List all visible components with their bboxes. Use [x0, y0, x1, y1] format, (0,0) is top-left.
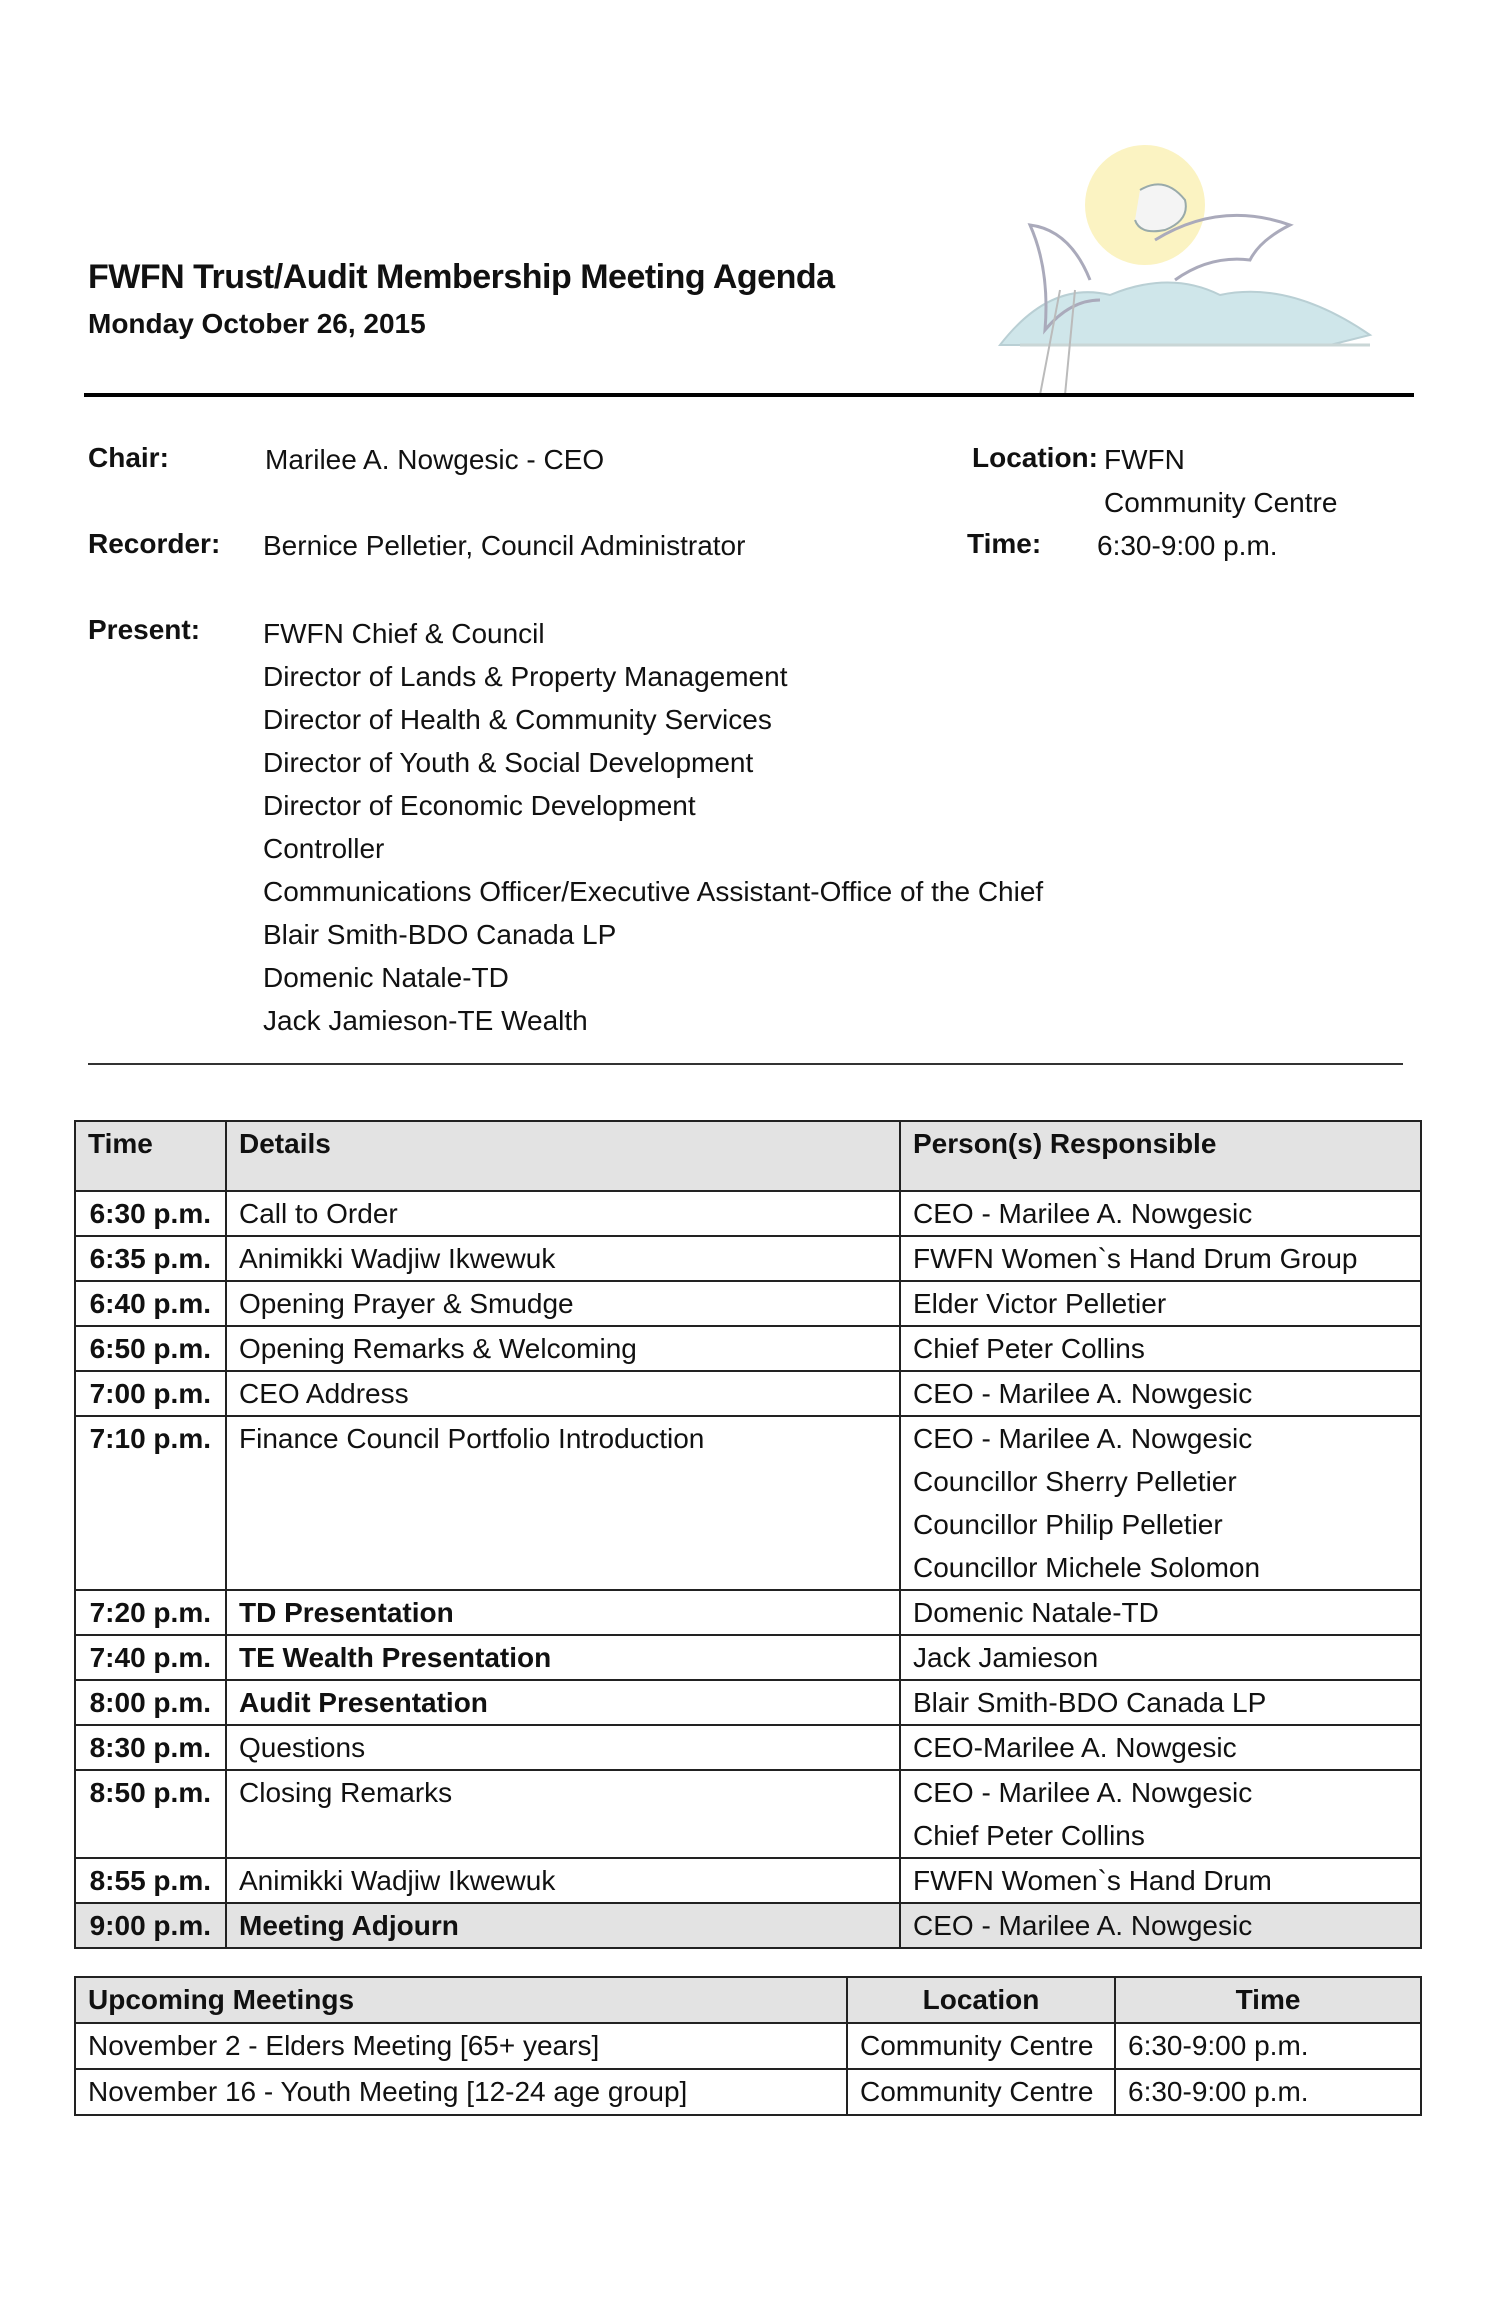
agenda-details: Questions: [226, 1725, 900, 1770]
agenda-responsible: [900, 1590, 1421, 1635]
upcoming-time: 6:30-9:00 p.m.: [1115, 2069, 1421, 2115]
responsible-person: Blair Smith-BDO Canada LP: [913, 1687, 1267, 1718]
location-line1: FWFN: [1104, 444, 1185, 475]
agenda-responsible: [900, 1371, 1421, 1416]
agenda-responsible: [900, 1416, 1421, 1590]
present-item: Blair Smith-BDO Canada LP: [263, 919, 617, 950]
agenda-details: Closing Remarks: [226, 1770, 900, 1858]
responsible-person: CEO - Marilee A. Nowgesic: [913, 1378, 1253, 1409]
agenda-details: TE Wealth Presentation: [226, 1635, 900, 1680]
upcoming-meeting: November 16 - Youth Meeting [12-24 age group]: [75, 2069, 847, 2115]
agenda-details: Finance Council Portfolio Introduction: [226, 1416, 900, 1590]
present-item: Director of Health & Community Services: [263, 704, 772, 735]
col-header-time: Time: [75, 1121, 226, 1191]
agenda-time: 8:50 p.m.: [75, 1770, 226, 1858]
agenda-row: [75, 1236, 1421, 1281]
chair-value: Marilee A. Nowgesic - CEO: [265, 444, 605, 475]
present-label: Present:: [88, 614, 201, 645]
agenda-time: 6:30 p.m.: [75, 1191, 226, 1236]
present-item: Director of Lands & Property Management: [263, 661, 788, 692]
upcoming-row: [75, 2069, 1421, 2115]
recorder-value: Bernice Pelletier, Council Administrator: [263, 530, 746, 561]
responsible-person: FWFN Women`s Hand Drum Group: [913, 1243, 1358, 1274]
responsible-person: Chief Peter Collins: [913, 1333, 1145, 1364]
agenda-details: Opening Remarks & Welcoming: [226, 1326, 900, 1371]
responsible-person: Councillor Michele Solomon: [913, 1552, 1261, 1583]
agenda-row: [75, 1371, 1421, 1416]
present-item: Communications Officer/Executive Assistant-Office of the Chief: [263, 876, 1044, 907]
agenda-time: 8:55 p.m.: [75, 1858, 226, 1903]
agenda-time: 9:00 p.m.: [75, 1903, 226, 1948]
agenda-date: Monday October 26, 2015: [88, 308, 426, 339]
responsible-person: CEO - Marilee A. Nowgesic: [913, 1910, 1253, 1941]
present-item: Domenic Natale-TD: [263, 962, 509, 993]
time-value: 6:30-9:00 p.m.: [1097, 530, 1278, 561]
recorder-label: Recorder:: [88, 528, 221, 559]
upcoming-table: [74, 1976, 1422, 2116]
col-header-meeting: Upcoming Meetings: [75, 1977, 847, 2023]
agenda-time: 7:10 p.m.: [75, 1416, 226, 1590]
agenda-body: [75, 1191, 1421, 1948]
agenda-details: Meeting Adjourn: [226, 1903, 900, 1948]
agenda-details: TD Presentation: [226, 1590, 900, 1635]
agenda-row: [75, 1326, 1421, 1371]
responsible-person: Councillor Philip Pelletier: [913, 1509, 1223, 1540]
agenda-details: Animikki Wadjiw Ikwewuk: [226, 1236, 900, 1281]
present-list: [263, 612, 1043, 1042]
present-item: Director of Youth & Social Development: [263, 747, 754, 778]
agenda-details: Audit Presentation: [226, 1680, 900, 1725]
agenda-responsible: [900, 1770, 1421, 1858]
agenda-row: [75, 1635, 1421, 1680]
responsible-person: CEO - Marilee A. Nowgesic: [913, 1423, 1253, 1454]
agenda-row: [75, 1281, 1421, 1326]
agenda-row: [75, 1725, 1421, 1770]
upcoming-header-row: [75, 1977, 1421, 2023]
eagle-logo: [960, 130, 1390, 400]
upcoming-time: 6:30-9:00 p.m.: [1115, 2023, 1421, 2069]
agenda-title: FWFN Trust/Audit Membership Meeting Agenda: [88, 258, 835, 296]
agenda-time: 7:20 p.m.: [75, 1590, 226, 1635]
upcoming-location: Community Centre: [847, 2023, 1115, 2069]
agenda-details: Call to Order: [226, 1191, 900, 1236]
agenda-time: 7:40 p.m.: [75, 1635, 226, 1680]
header-divider: [84, 393, 1414, 397]
section-separator: [88, 1063, 1403, 1065]
agenda-time: 6:40 p.m.: [75, 1281, 226, 1326]
agenda-responsible: [900, 1191, 1421, 1236]
agenda-row: [75, 1191, 1421, 1236]
agenda-responsible: [900, 1635, 1421, 1680]
col-header-location: Location: [847, 1977, 1115, 2023]
upcoming-row: [75, 2023, 1421, 2069]
responsible-person: CEO-Marilee A. Nowgesic: [913, 1732, 1237, 1763]
col-header-responsible: Person(s) Responsible: [900, 1121, 1421, 1191]
agenda-details: Animikki Wadjiw Ikwewuk: [226, 1858, 900, 1903]
agenda-row: [75, 1903, 1421, 1948]
col-header-details: Details: [226, 1121, 900, 1191]
location-label: Location:: [972, 442, 1098, 473]
agenda-time: 8:30 p.m.: [75, 1725, 226, 1770]
agenda-time: 6:35 p.m.: [75, 1236, 226, 1281]
agenda-responsible: [900, 1236, 1421, 1281]
responsible-person: Domenic Natale-TD: [913, 1597, 1159, 1628]
agenda-time: 6:50 p.m.: [75, 1326, 226, 1371]
agenda-responsible: [900, 1725, 1421, 1770]
agenda-row: [75, 1680, 1421, 1725]
responsible-person: Chief Peter Collins: [913, 1820, 1145, 1851]
agenda-details: Opening Prayer & Smudge: [226, 1281, 900, 1326]
responsible-person: Elder Victor Pelletier: [913, 1288, 1167, 1319]
agenda-time: 8:00 p.m.: [75, 1680, 226, 1725]
agenda-row: [75, 1416, 1421, 1590]
responsible-person: FWFN Women`s Hand Drum: [913, 1865, 1272, 1896]
chair-label: Chair:: [88, 442, 169, 473]
agenda-responsible: [900, 1326, 1421, 1371]
present-item: Controller: [263, 833, 385, 864]
location-line2: Community Centre: [1104, 487, 1338, 518]
upcoming-meeting: November 2 - Elders Meeting [65+ years]: [75, 2023, 847, 2069]
agenda-responsible: [900, 1281, 1421, 1326]
agenda-row: [75, 1858, 1421, 1903]
agenda-row: [75, 1590, 1421, 1635]
agenda-details: CEO Address: [226, 1371, 900, 1416]
responsible-person: Councillor Sherry Pelletier: [913, 1466, 1237, 1497]
agenda-responsible: [900, 1858, 1421, 1903]
agenda-table: [74, 1120, 1422, 1949]
upcoming-location: Community Centre: [847, 2069, 1115, 2115]
responsible-person: Jack Jamieson: [913, 1642, 1099, 1673]
agenda-row: [75, 1770, 1421, 1858]
responsible-person: CEO - Marilee A. Nowgesic: [913, 1198, 1253, 1229]
agenda-responsible: [900, 1903, 1421, 1948]
present-item: Director of Economic Development: [263, 790, 696, 821]
col-header-time: Time: [1115, 1977, 1421, 2023]
time-label: Time:: [967, 528, 1042, 559]
responsible-person: CEO - Marilee A. Nowgesic: [913, 1777, 1253, 1808]
agenda-time: 7:00 p.m.: [75, 1371, 226, 1416]
agenda-responsible: [900, 1680, 1421, 1725]
agenda-header-row: [75, 1121, 1421, 1191]
present-item: Jack Jamieson-TE Wealth: [263, 1005, 588, 1036]
present-item: FWFN Chief & Council: [263, 618, 545, 649]
